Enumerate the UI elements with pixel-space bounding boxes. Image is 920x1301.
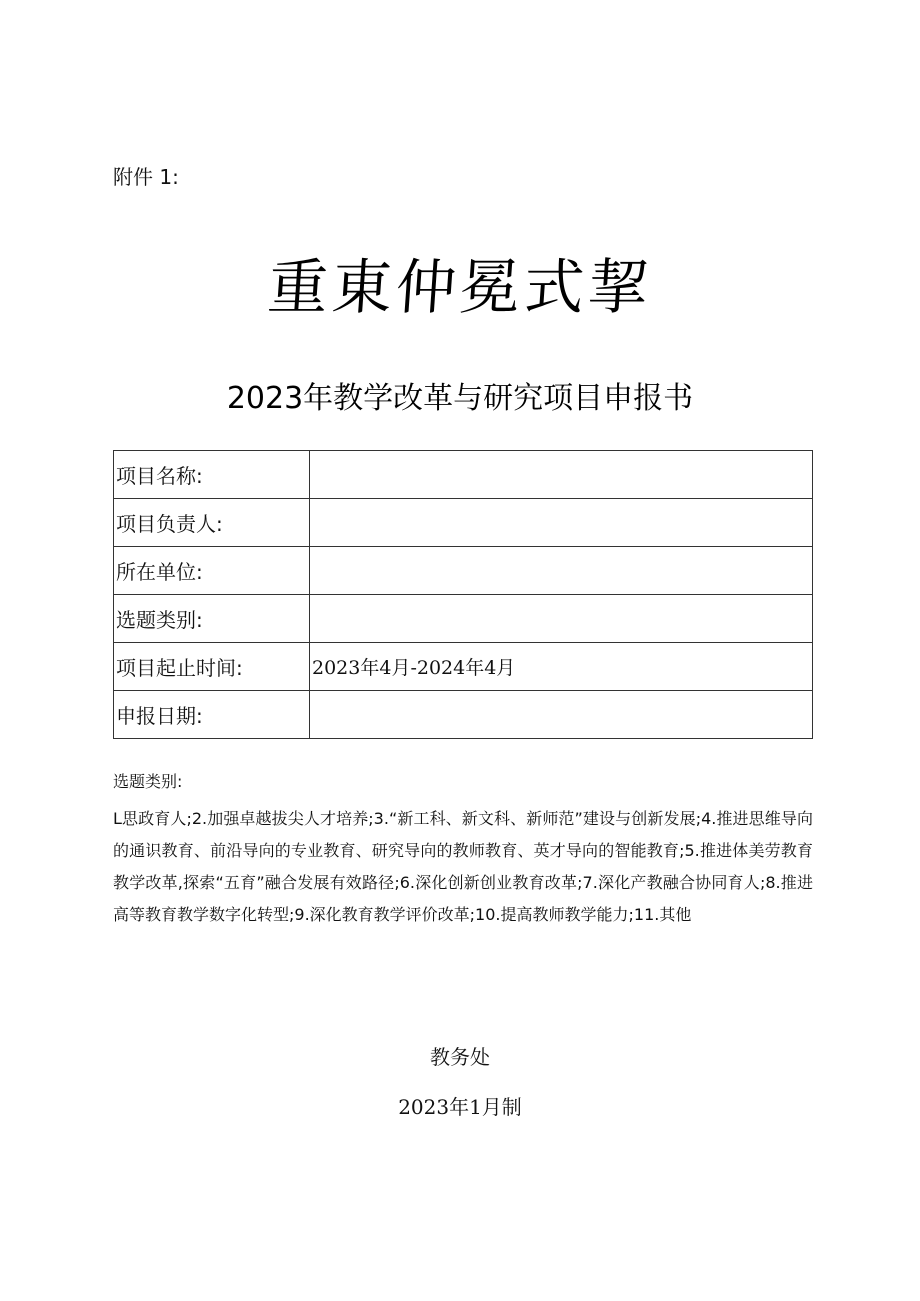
apply-date-label: 申报日期: xyxy=(114,691,310,739)
apply-date-field[interactable] xyxy=(310,691,813,739)
unit-label: 所在单位: xyxy=(114,547,310,595)
school-logo: 重東仲冕式挈 xyxy=(265,253,655,323)
form-row-unit xyxy=(114,547,813,595)
form-row-category xyxy=(114,595,813,643)
categories-heading: 选题类别: xyxy=(113,772,183,791)
category-label: 选题类别: xyxy=(114,595,310,643)
application-form-table xyxy=(113,450,813,739)
unit-field[interactable] xyxy=(310,547,813,595)
period-label: 项目起止时间: xyxy=(114,643,310,691)
issue-date: 2023年1月制 xyxy=(398,1095,522,1119)
form-row-project-leader xyxy=(114,499,813,547)
issuing-office: 教务处 xyxy=(430,1045,490,1069)
form-row-project-name xyxy=(114,451,813,499)
project-leader-field[interactable] xyxy=(310,499,813,547)
form-row-apply-date xyxy=(114,691,813,739)
attachment-label: 附件 1: xyxy=(113,165,179,189)
period-field[interactable]: 2023年4月-2024年4月 xyxy=(310,643,813,691)
form-row-period xyxy=(114,643,813,691)
project-leader-label: 项目负责人: xyxy=(114,499,310,547)
project-name-label: 项目名称: xyxy=(114,451,310,499)
document-title: 2023年教学改革与研究项目申报书 xyxy=(226,381,694,416)
project-name-field[interactable] xyxy=(310,451,813,499)
category-field[interactable] xyxy=(310,595,813,643)
categories-list: L思政育人;2.加强卓越拔尖人才培养;3.“新工科、新文科、新师范”建设与创新发展;4.推进思维导向的通识教育、前沿导向的专业教育、研究导向的教师教育、英才导向的智能教育;5.推进体美劳教育教学改革,探索“五育”融合发展有效路径;6.深化创新创业教育改革;7.深化产教融合协同育人;8.推进高等教育教学数字化转型;9.深化教育教学评价改革;10.提高教师教学能力;11.其他 xyxy=(113,809,813,924)
